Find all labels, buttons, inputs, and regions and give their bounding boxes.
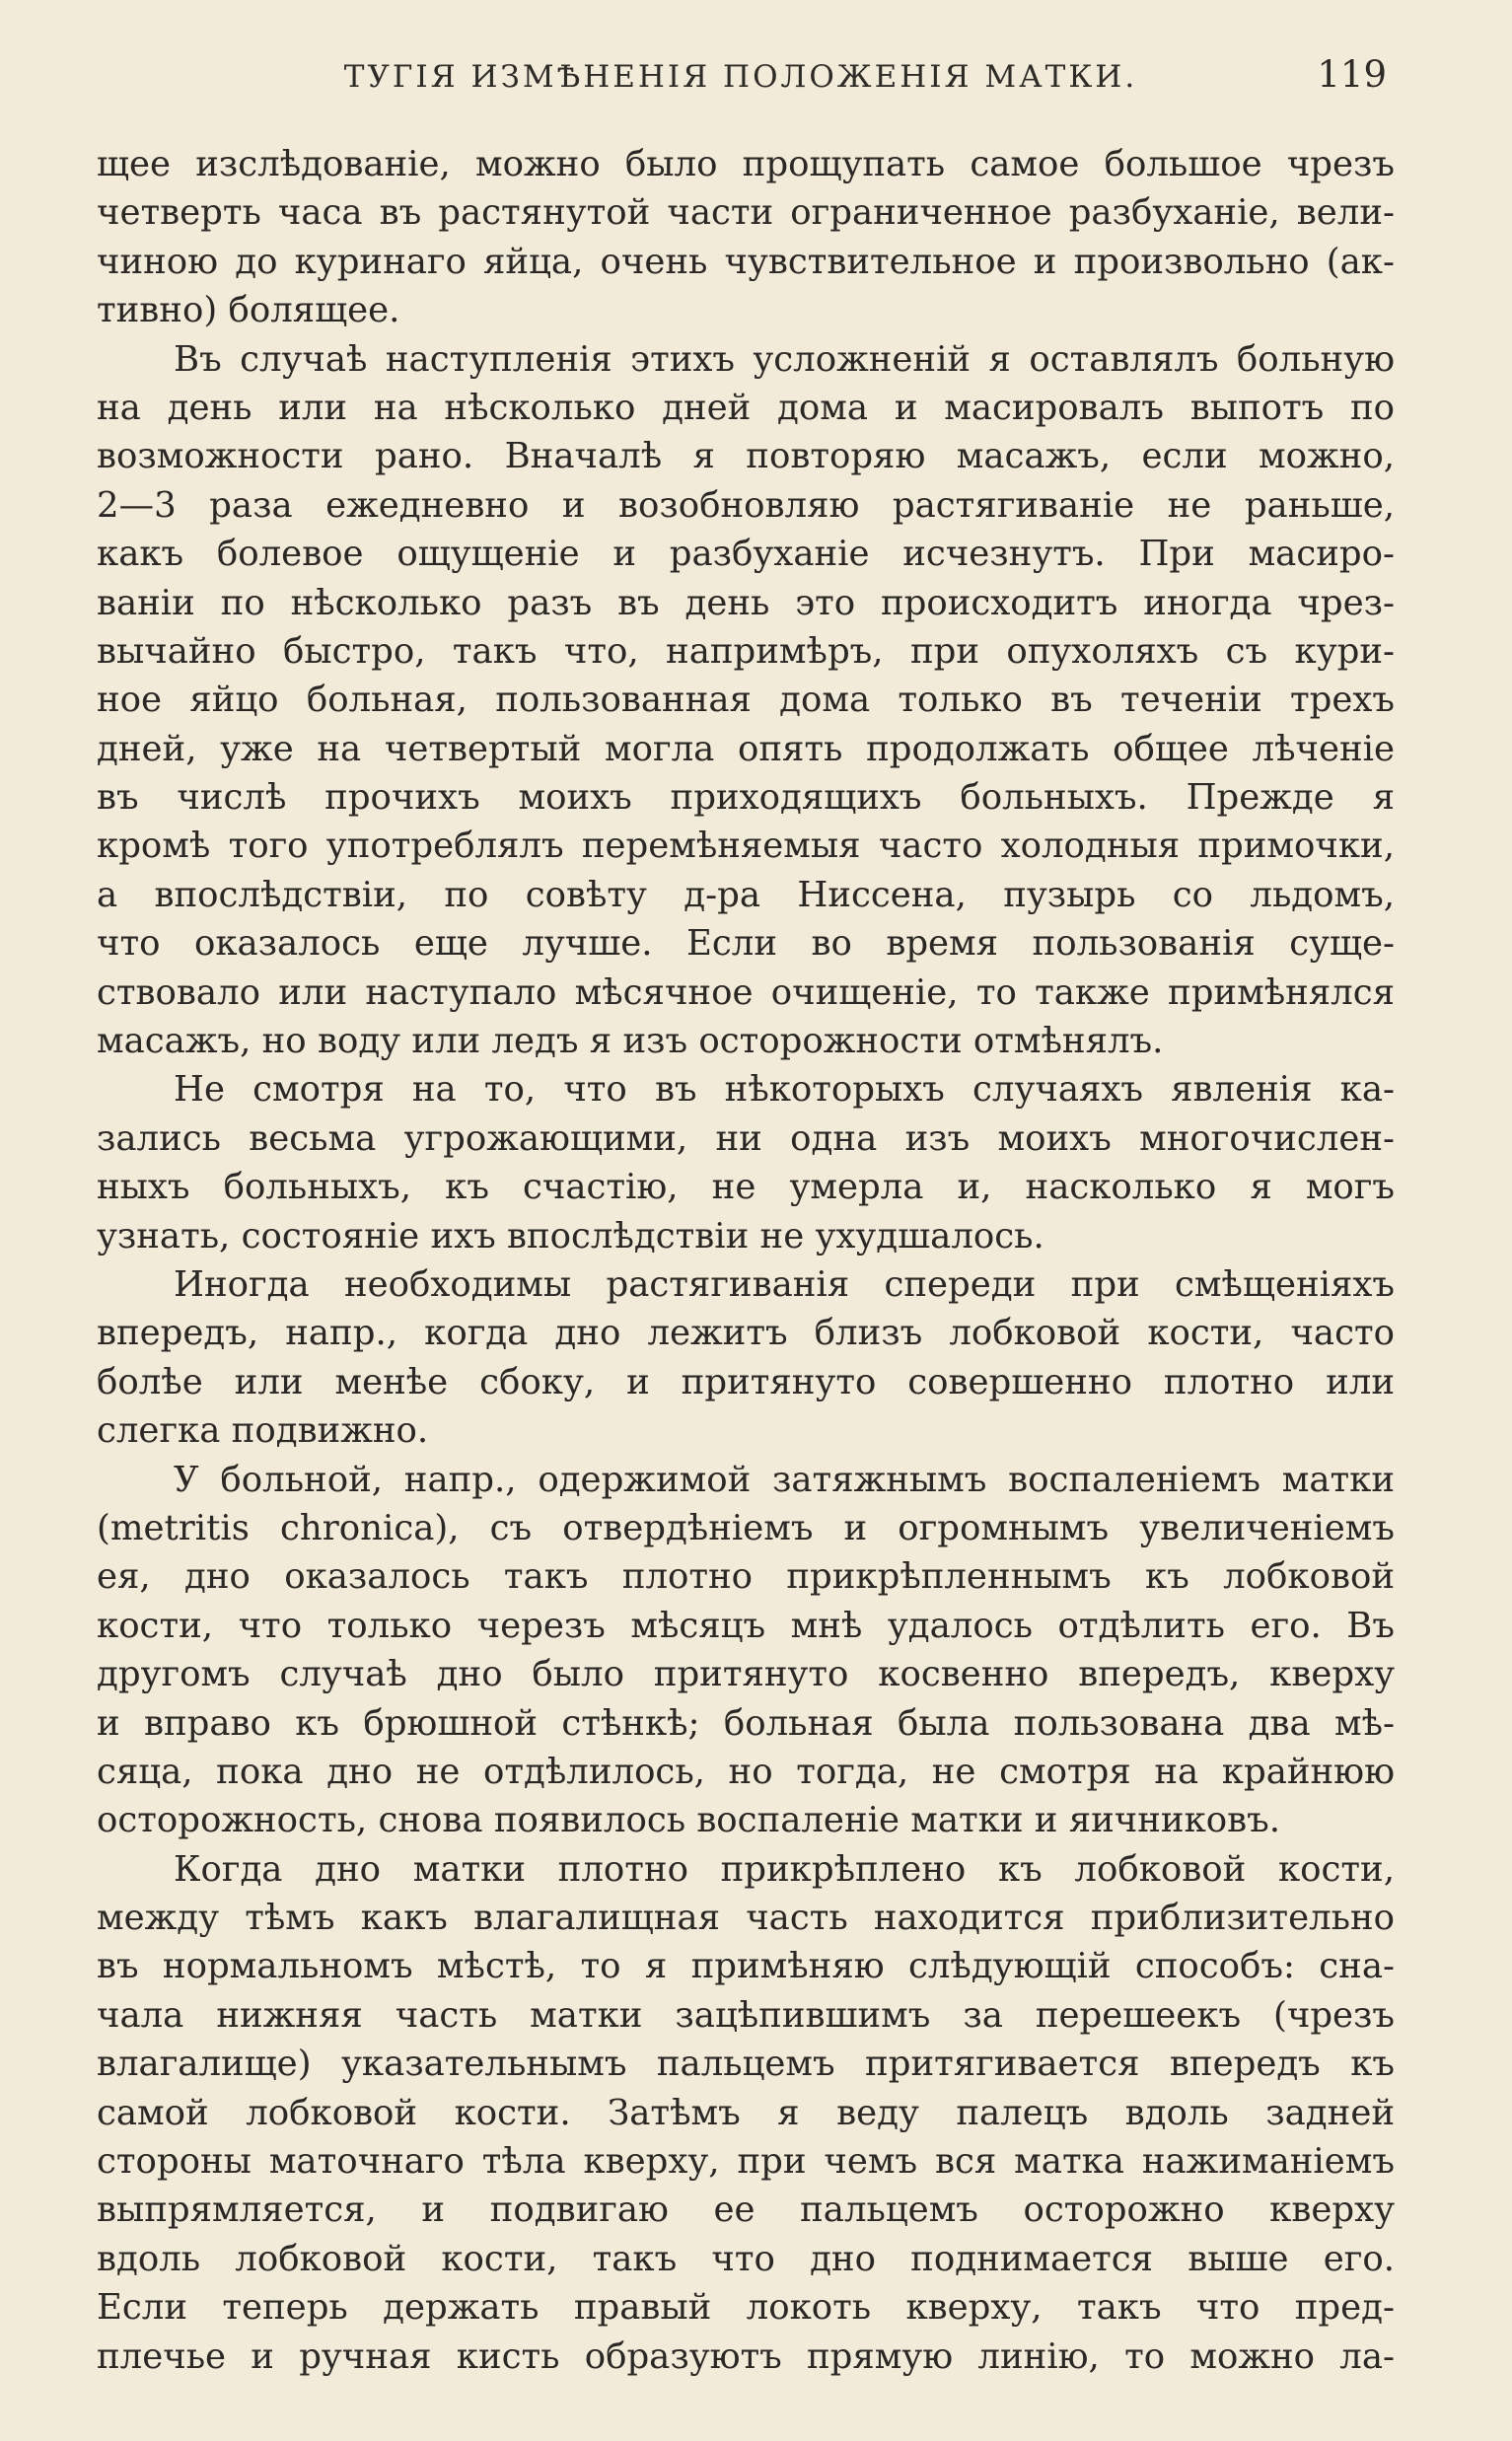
text-line: дней, уже на четвертый могла опять продолжать общее лѣченіе — [97, 728, 1395, 769]
text-line: впередъ, напр., когда дно лежитъ близъ лобковой кости, часто — [97, 1313, 1395, 1354]
text-line: самой лобковой кости. Затѣмъ я веду палецъ вдоль задней — [97, 2092, 1395, 2133]
text-line: плечье и ручная кисть образуютъ прямую линію, то можно ла- — [97, 2335, 1395, 2377]
text-line: (metritis chronica), съ отвердѣніемъ и огромнымъ увеличеніемъ — [97, 1507, 1395, 1548]
text-line: между тѣмъ какъ влагалищная часть находится приблизительно — [97, 1898, 1395, 1939]
text-line: на день или на нѣсколько дней дома и масировалъ выпотъ по — [97, 387, 1395, 428]
text-line: осторожность, снова появилось воспаленіе матки и яичниковъ. — [97, 1800, 1281, 1841]
text-line: сяца, пока дно не отдѣлилось, но тогда, не смотря на крайнюю — [97, 1751, 1395, 1792]
text-line: Не смотря на то, что въ нѣкоторыхъ случаяхъ явленія ка- — [174, 1069, 1395, 1111]
text-line: 2—3 раза ежедневно и возобновляю растягиваніе не раньше, — [97, 484, 1395, 526]
text-line: какъ болевое ощущеніе и разбуханіе исчезнутъ. При масиро- — [97, 534, 1395, 575]
text-line: возможности рано. Вначалѣ я повторяю масажъ, если можно, — [97, 436, 1395, 477]
text-line: ваніи по нѣсколько разъ въ день это происходитъ иногда чрез- — [97, 582, 1395, 623]
text-line: ея, дно оказалось такъ плотно прикрѣпленнымъ къ лобковой — [97, 1556, 1395, 1598]
running-head: ТУГІЯ ИЗМѢНЕНІЯ ПОЛОЖЕНІЯ МАТКИ. — [343, 59, 1138, 95]
text-line: стороны маточнаго тѣла кверху, при чемъ вся матка нажиманіемъ — [97, 2141, 1395, 2183]
text-line: кромѣ того употреблялъ перемѣняемыя часто холодныя примочки, — [97, 826, 1395, 867]
text-line: узнать, состояніе ихъ впослѣдствіи не ухудшалось. — [97, 1215, 1044, 1256]
text-line: Иногда необходимы растягиванія спереди при смѣщеніяхъ — [174, 1263, 1395, 1305]
page-number: 119 — [1317, 53, 1387, 96]
text-line: масажъ, но воду или ледъ я изъ осторожности отмѣнялъ. — [97, 1021, 1164, 1062]
text-line: чала нижняя часть матки зацѣпившимъ за перешеекъ (чрезъ — [97, 1994, 1395, 2036]
text-line: ствовало или наступало мѣсячное очищеніе, то также примѣнялся — [97, 971, 1395, 1013]
text-line: вдоль лобковой кости, такъ что дно поднимается выше его. — [97, 2238, 1395, 2279]
text-line: въ нормальномъ мѣстѣ, то я примѣняю слѣдующій способъ: сна- — [97, 1946, 1395, 1987]
text-line: въ числѣ прочихъ моихъ приходящихъ больныхъ. Прежде я — [97, 777, 1395, 819]
text-line: тивно) болящее. — [97, 290, 400, 331]
text-line: четверть часа въ растянутой части ограниченное разбуханіе, вели- — [97, 192, 1395, 234]
text-line: Въ случаѣ наступленія этихъ усложненій я оставлялъ больную — [174, 338, 1395, 380]
text-line: и вправо къ брюшной стѣнкѣ; больная была пользована два мѣ- — [97, 1702, 1395, 1744]
text-line: У больной, напр., одержимой затяжнымъ воспаленіемъ матки — [174, 1459, 1395, 1500]
text-line: ныхъ больныхъ, къ счастію, не умерла и, насколько я могъ — [97, 1167, 1395, 1208]
text-line: выпрямляется, и подвигаю ее пальцемъ осторожно кверху — [97, 2190, 1395, 2231]
text-line: слегка подвижно. — [97, 1410, 429, 1452]
text-line: вычайно быстро, такъ что, напримѣръ, при опухоляхъ съ кури- — [97, 630, 1395, 672]
text-line: зались весьма угрожающими, ни одна изъ моихъ многочислен- — [97, 1117, 1395, 1159]
text-line: болѣе или менѣе сбоку, и притянуто совершенно плотно или — [97, 1361, 1395, 1402]
text-line: щее изслѣдованіе, можно было прощупать самое большое чрезъ — [97, 144, 1395, 184]
text-line: Если теперь держать правый локоть кверху, такъ что пред- — [97, 2287, 1395, 2329]
text-line: ное яйцо больная, пользованная дома только въ теченіи трехъ — [97, 680, 1395, 721]
text-line: другомъ случаѣ дно было притянуто косвенно впередъ, кверху — [97, 1654, 1395, 1695]
text-line: что оказалось еще лучше. Если во время пользованія суще- — [97, 923, 1395, 965]
text-line: чиною до куринаго яйца, очень чувствительное и произвольно (ак- — [97, 241, 1395, 282]
text-line: кости, что только черезъ мѣсяцъ мнѣ удалось отдѣлить его. Въ — [97, 1605, 1395, 1646]
text-line: влагалище) указательнымъ пальцемъ притягивается впередъ къ — [97, 2044, 1395, 2085]
page-header — [95, 51, 1387, 110]
text-line: а впослѣдствіи, по совѣту д-ра Ниссена, пузырь со льдомъ, — [97, 874, 1395, 915]
text-line: Когда дно матки плотно прикрѣплено къ лобковой кости, — [174, 1848, 1395, 1890]
body-text — [97, 140, 1395, 2381]
